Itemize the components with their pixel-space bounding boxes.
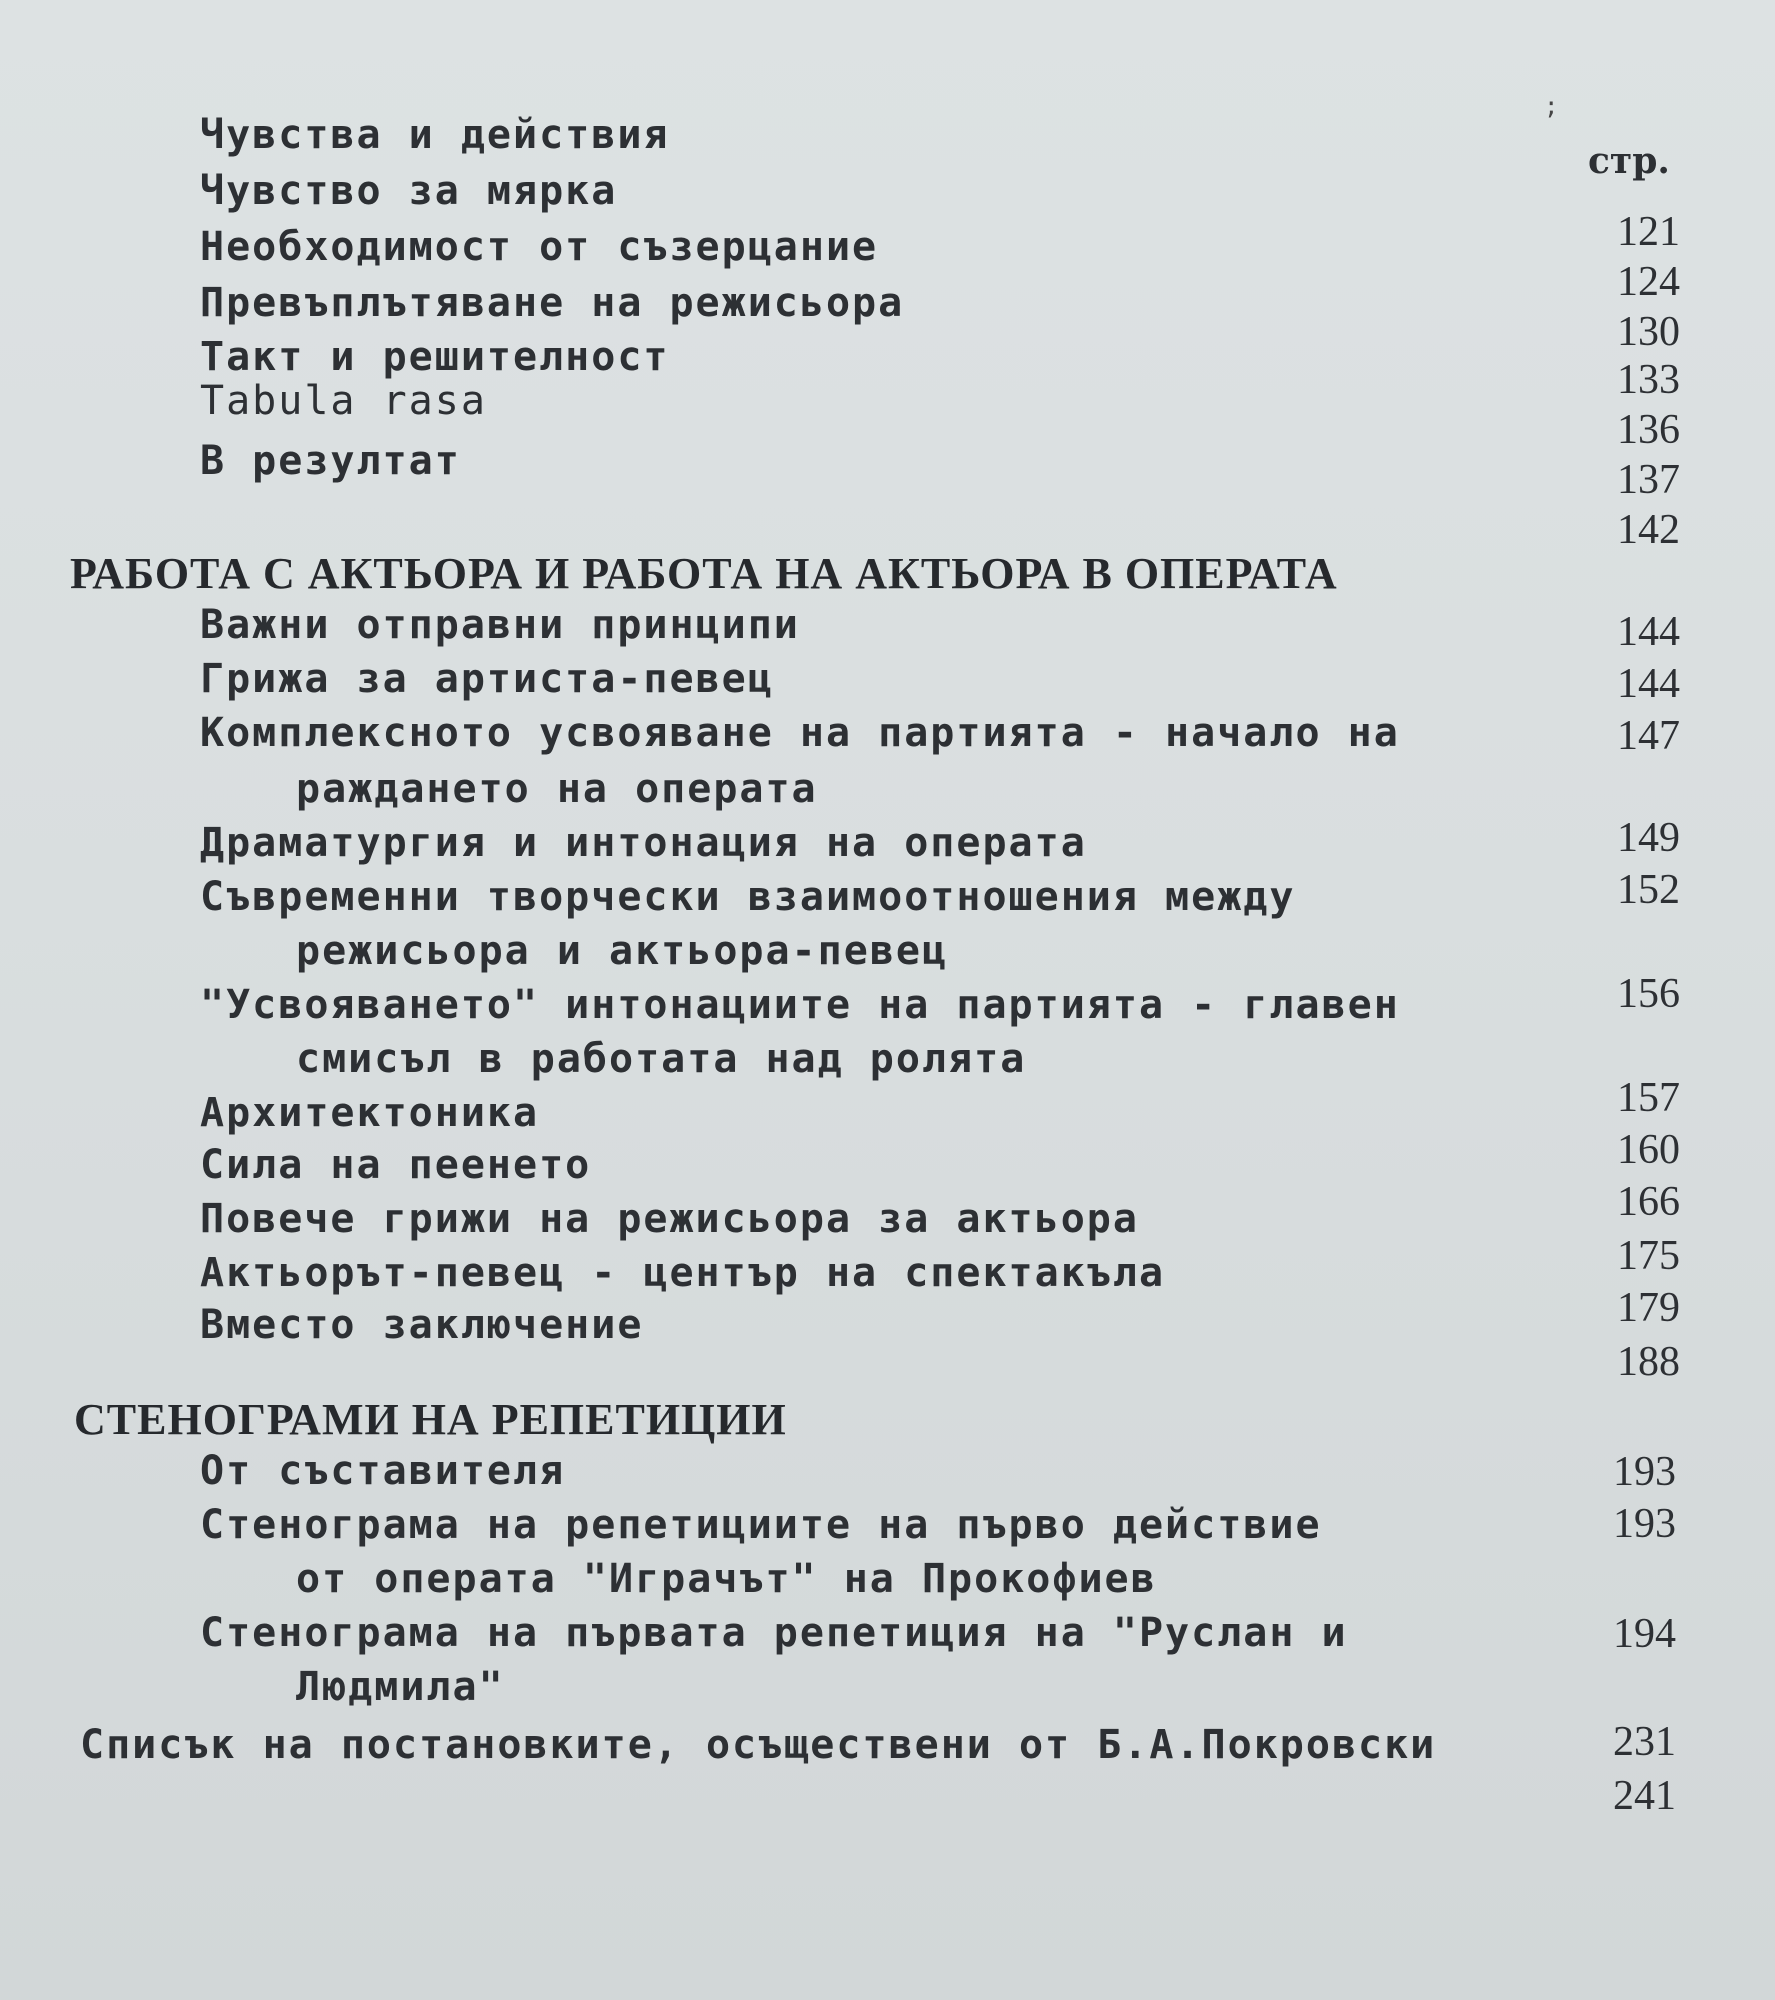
page-number: 137 xyxy=(1617,457,1680,503)
page-number: 136 xyxy=(1617,407,1680,453)
page-number: 130 xyxy=(1617,309,1680,355)
page-number: 149 xyxy=(1617,815,1680,861)
toc-entry: Чувство за мярка xyxy=(200,168,618,214)
toc-entry: Стенограма на първата репетиция на "Руслан и xyxy=(200,1610,1348,1656)
toc-entry: Повече грижи на режисьора за актьора xyxy=(200,1196,1139,1242)
page-number: 188 xyxy=(1617,1339,1680,1385)
page-number: 124 xyxy=(1617,259,1680,305)
toc-entry: Драматургия и интонация на операта xyxy=(200,820,1087,866)
toc-entry-continuation: Людмила" xyxy=(296,1664,505,1710)
toc-entry: Грижа за артиста-певец xyxy=(200,656,774,702)
page-column-header: стр. xyxy=(1588,140,1670,182)
page-number: 179 xyxy=(1617,1285,1680,1331)
toc-entry: Комплексното усвояване на партията - начало на xyxy=(200,710,1400,756)
page-number: 241 xyxy=(1613,1773,1676,1819)
toc-entry-continuation: смисъл в работата над ролята xyxy=(296,1036,1027,1082)
toc-entry: Архитектоника xyxy=(200,1090,540,1136)
page-number: 121 xyxy=(1617,209,1680,255)
toc-entry: От съставителя xyxy=(200,1448,566,1494)
toc-entry: "Усвояването" интонациите на партията - главен xyxy=(200,982,1400,1028)
toc-entry: Tabula rasa xyxy=(200,378,487,424)
toc-entry-continuation: от операта "Играчът" на Прокофиев xyxy=(296,1556,1157,1602)
page-number: 231 xyxy=(1613,1719,1676,1765)
toc-entry: Съвременни творчески взаимоотношения между xyxy=(200,874,1296,920)
section-heading: РАБОТА С АКТЬОРА И РАБОТА НА АКТЬОРА В ОПЕРАТА xyxy=(70,549,1338,598)
toc-entry: Чувства и действия xyxy=(200,112,670,158)
page-number: 166 xyxy=(1617,1179,1680,1225)
page-number: 147 xyxy=(1617,713,1680,759)
toc-entry: Необходимост от съзерцание xyxy=(200,224,879,270)
page-number: 160 xyxy=(1617,1127,1680,1173)
page-number: 194 xyxy=(1613,1611,1676,1657)
toc-entry: Вместо заключение xyxy=(200,1302,644,1348)
page-number: 144 xyxy=(1617,661,1680,707)
page-number: 142 xyxy=(1617,507,1680,553)
page-number: 156 xyxy=(1617,971,1680,1017)
toc-entry: Сила на пеенето xyxy=(200,1142,592,1188)
toc-entry: Важни отправни принципи xyxy=(200,602,800,648)
section-heading: СТЕНОГРАМИ НА РЕПЕТИЦИИ xyxy=(74,1395,787,1444)
page-number: 157 xyxy=(1617,1075,1680,1121)
toc-entry: Списък на постановките, осъществени от Б.А.Покровски xyxy=(80,1722,1437,1768)
toc-entry: В резултат xyxy=(200,438,461,484)
toc-entry-continuation: режисьора и актьора-певец xyxy=(296,928,949,974)
page-number: 175 xyxy=(1617,1233,1680,1279)
page-number: 193 xyxy=(1613,1501,1676,1547)
page-number: 193 xyxy=(1613,1449,1676,1495)
toc-entry: Такт и решителност xyxy=(200,334,670,380)
page-number: 144 xyxy=(1617,609,1680,655)
toc-entry: Превъплътяване на режисьора xyxy=(200,280,905,326)
toc-entry-continuation: раждането на операта xyxy=(296,766,818,812)
page-number: 152 xyxy=(1617,867,1680,913)
toc-entry: Стенограма на репетициите на първо действие xyxy=(200,1502,1322,1548)
page-number: 133 xyxy=(1617,357,1680,403)
toc-entry: Актьорът-певец - център на спектакъла xyxy=(200,1250,1166,1296)
ink-speck: ; xyxy=(1544,92,1559,120)
